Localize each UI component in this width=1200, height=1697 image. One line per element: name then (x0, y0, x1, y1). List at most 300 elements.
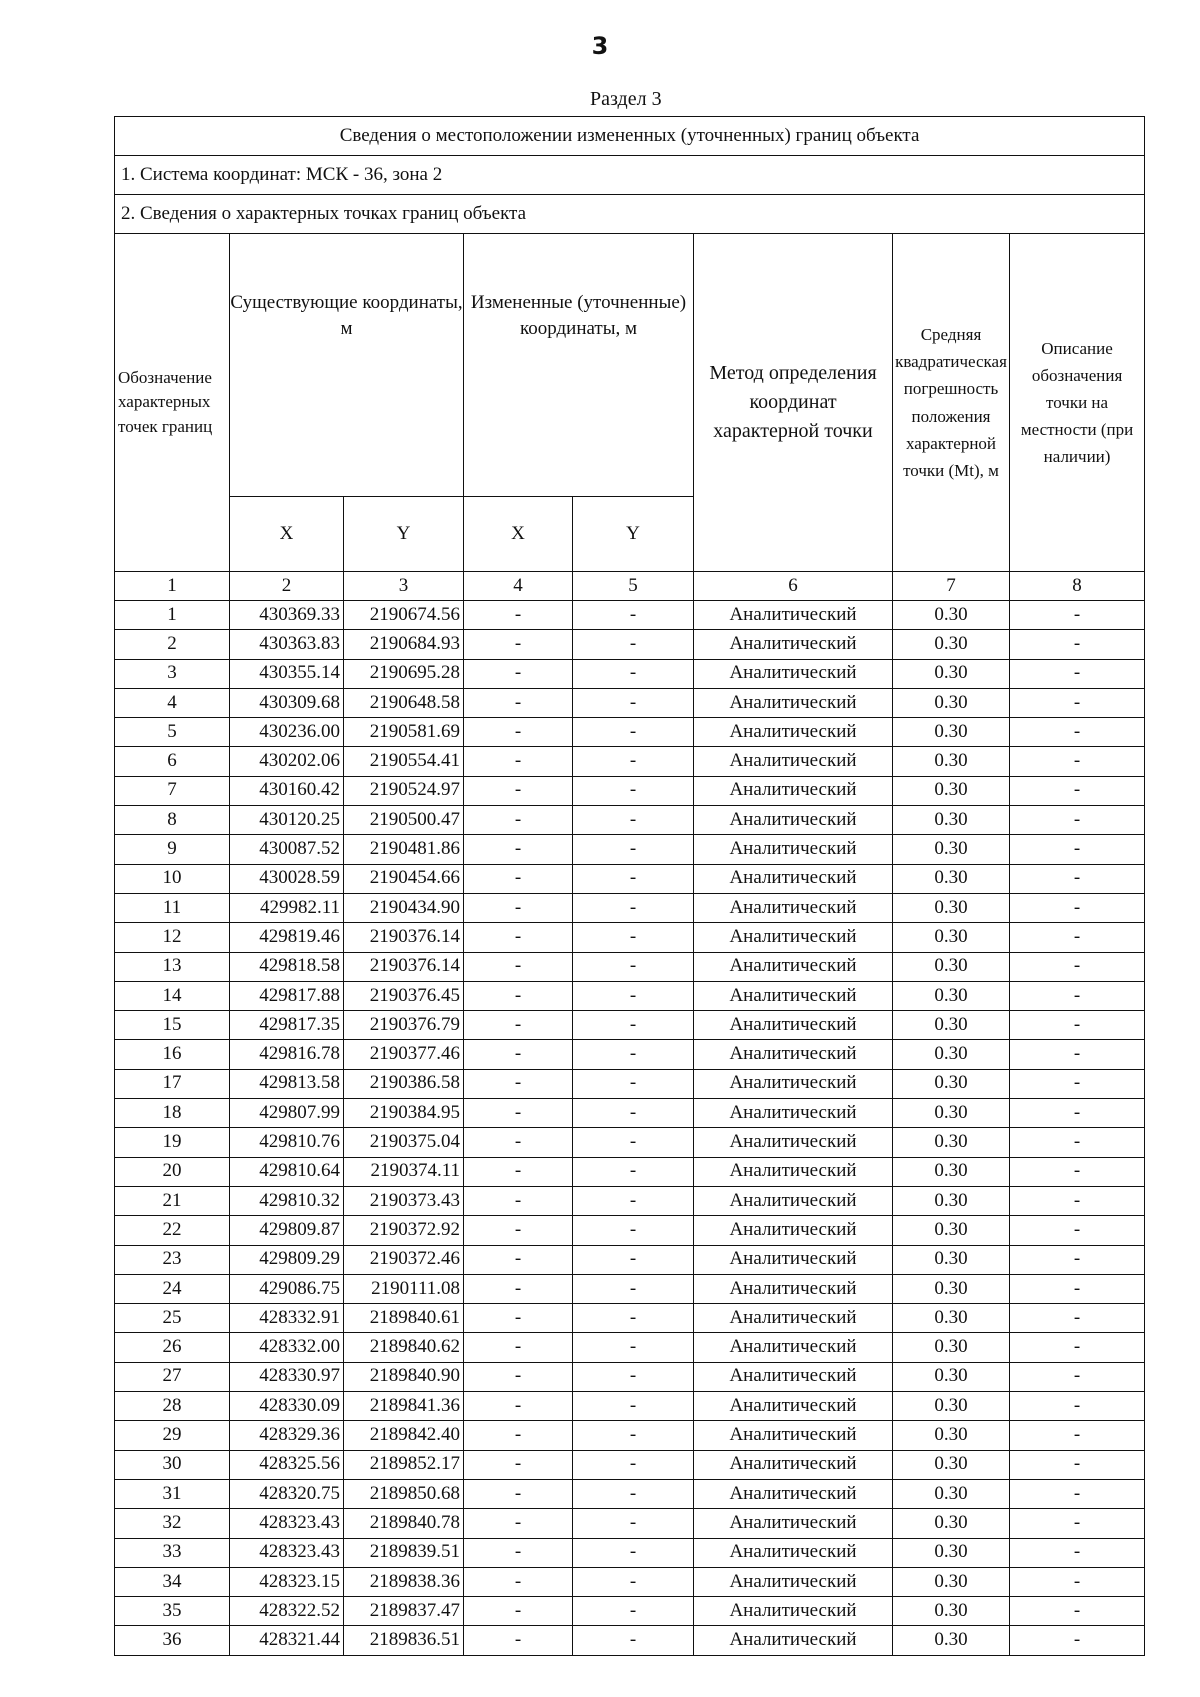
cell-description: - (1010, 1479, 1145, 1508)
coord-system: 1. Система координат: МСК - 36, зона 2 (115, 156, 1145, 195)
cell-changed-y: - (573, 1040, 694, 1069)
cell-changed-x: - (464, 1245, 573, 1274)
cell-mean-error: 0.30 (893, 923, 1010, 952)
cell-changed-y: - (573, 1421, 694, 1450)
cell-point-number: 16 (115, 1040, 230, 1069)
cell-method: Аналитический (694, 601, 893, 630)
table-row (115, 1099, 1145, 1128)
cell-description: - (1010, 864, 1145, 893)
cell-mean-error: 0.30 (893, 718, 1010, 747)
header-changed-y: Y (573, 497, 694, 572)
table-row (115, 1040, 1145, 1069)
cell-changed-x: - (464, 1538, 573, 1567)
cell-point-number: 4 (115, 688, 230, 717)
cell-existing-x: 429809.29 (230, 1245, 344, 1274)
cell-existing-y: 2190684.93 (344, 630, 464, 659)
cell-existing-x: 428332.91 (230, 1304, 344, 1333)
cell-point-number: 9 (115, 835, 230, 864)
cell-method: Аналитический (694, 1245, 893, 1274)
cell-changed-x: - (464, 630, 573, 659)
cell-method: Аналитический (694, 864, 893, 893)
cell-changed-x: - (464, 1362, 573, 1391)
cell-point-number: 30 (115, 1450, 230, 1479)
cell-existing-y: 2190554.41 (344, 747, 464, 776)
cell-existing-y: 2190375.04 (344, 1128, 464, 1157)
column-number: 3 (344, 572, 464, 601)
cell-point-number: 21 (115, 1186, 230, 1215)
cell-method: Аналитический (694, 718, 893, 747)
cell-changed-x: - (464, 1216, 573, 1245)
cell-existing-x: 428330.97 (230, 1362, 344, 1391)
header-changed-x: X (464, 497, 573, 572)
cell-changed-x: - (464, 1392, 573, 1421)
cell-existing-x: 430369.33 (230, 601, 344, 630)
cell-mean-error: 0.30 (893, 1245, 1010, 1274)
cell-mean-error: 0.30 (893, 1069, 1010, 1098)
cell-existing-y: 2190454.66 (344, 864, 464, 893)
cell-method: Аналитический (694, 1450, 893, 1479)
cell-point-number: 35 (115, 1597, 230, 1626)
cell-point-number: 15 (115, 1011, 230, 1040)
cell-point-number: 6 (115, 747, 230, 776)
cell-existing-x: 428325.56 (230, 1450, 344, 1479)
cell-point-number: 32 (115, 1509, 230, 1538)
cell-existing-x: 428321.44 (230, 1626, 344, 1655)
cell-point-number: 17 (115, 1069, 230, 1098)
cell-description: - (1010, 601, 1145, 630)
cell-existing-y: 2190384.95 (344, 1099, 464, 1128)
cell-point-number: 10 (115, 864, 230, 893)
table-row (115, 1509, 1145, 1538)
cell-mean-error: 0.30 (893, 1597, 1010, 1626)
cell-method: Аналитический (694, 1069, 893, 1098)
cell-method: Аналитический (694, 1186, 893, 1215)
column-numbers-row (115, 572, 1145, 601)
cell-point-number: 24 (115, 1274, 230, 1303)
cell-point-number: 36 (115, 1626, 230, 1655)
header-existing-x: X (230, 497, 344, 572)
cell-description: - (1010, 1157, 1145, 1186)
cell-changed-y: - (573, 1626, 694, 1655)
cell-existing-y: 2190376.45 (344, 981, 464, 1010)
header-changed-coords: Измененные (уточненные) координаты, м (464, 234, 694, 497)
cell-point-number: 33 (115, 1538, 230, 1567)
cell-changed-y: - (573, 893, 694, 922)
table-title: Сведения о местоположении измененных (уточненных) границ объекта (115, 117, 1145, 156)
cell-changed-x: - (464, 1274, 573, 1303)
cell-mean-error: 0.30 (893, 893, 1010, 922)
cell-method: Аналитический (694, 1011, 893, 1040)
table-row (115, 718, 1145, 747)
table-row (115, 747, 1145, 776)
cell-description: - (1010, 1128, 1145, 1157)
cell-changed-y: - (573, 952, 694, 981)
cell-changed-x: - (464, 893, 573, 922)
cell-changed-y: - (573, 1392, 694, 1421)
cell-existing-y: 2190674.56 (344, 601, 464, 630)
cell-point-number: 31 (115, 1479, 230, 1508)
cell-description: - (1010, 1099, 1145, 1128)
cell-existing-y: 2190376.14 (344, 952, 464, 981)
cell-existing-x: 429817.35 (230, 1011, 344, 1040)
cell-changed-x: - (464, 923, 573, 952)
cell-mean-error: 0.30 (893, 1216, 1010, 1245)
cell-changed-x: - (464, 1040, 573, 1069)
cell-existing-x: 430236.00 (230, 718, 344, 747)
cell-existing-x: 429810.32 (230, 1186, 344, 1215)
column-number: 8 (1010, 572, 1145, 601)
cell-point-number: 19 (115, 1128, 230, 1157)
cell-method: Аналитический (694, 1597, 893, 1626)
cell-changed-y: - (573, 1509, 694, 1538)
table-row (115, 1421, 1145, 1450)
section-label: Раздел 3 (590, 88, 662, 110)
cell-point-number: 26 (115, 1333, 230, 1362)
cell-description: - (1010, 1069, 1145, 1098)
cell-existing-y: 2190695.28 (344, 659, 464, 688)
cell-existing-x: 429819.46 (230, 923, 344, 952)
cell-description: - (1010, 893, 1145, 922)
cell-mean-error: 0.30 (893, 1011, 1010, 1040)
table-row (115, 776, 1145, 805)
cell-changed-y: - (573, 601, 694, 630)
cell-point-number: 14 (115, 981, 230, 1010)
cell-method: Аналитический (694, 981, 893, 1010)
cell-existing-x: 429809.87 (230, 1216, 344, 1245)
cell-changed-x: - (464, 1157, 573, 1186)
cell-changed-y: - (573, 864, 694, 893)
cell-changed-x: - (464, 1509, 573, 1538)
cell-existing-y: 2190581.69 (344, 718, 464, 747)
cell-method: Аналитический (694, 1216, 893, 1245)
cell-existing-y: 2189842.40 (344, 1421, 464, 1450)
cell-point-number: 11 (115, 893, 230, 922)
cell-changed-x: - (464, 747, 573, 776)
cell-description: - (1010, 1245, 1145, 1274)
table-row (115, 952, 1145, 981)
cell-existing-x: 428323.43 (230, 1509, 344, 1538)
cell-point-number: 8 (115, 806, 230, 835)
cell-existing-x: 429813.58 (230, 1069, 344, 1098)
cell-point-number: 28 (115, 1392, 230, 1421)
cell-changed-y: - (573, 718, 694, 747)
cell-existing-y: 2189840.78 (344, 1509, 464, 1538)
cell-existing-y: 2189837.47 (344, 1597, 464, 1626)
cell-description: - (1010, 806, 1145, 835)
cell-point-number: 13 (115, 952, 230, 981)
column-number: 6 (694, 572, 893, 601)
cell-method: Аналитический (694, 1626, 893, 1655)
cell-mean-error: 0.30 (893, 1099, 1010, 1128)
cell-changed-y: - (573, 1099, 694, 1128)
cell-changed-y: - (573, 1333, 694, 1362)
cell-existing-x: 430355.14 (230, 659, 344, 688)
cell-description: - (1010, 923, 1145, 952)
column-number: 5 (573, 572, 694, 601)
cell-changed-x: - (464, 718, 573, 747)
cell-changed-y: - (573, 1479, 694, 1508)
cell-point-number: 2 (115, 630, 230, 659)
header-existing-coords: Существующие координаты, м (230, 234, 464, 497)
cell-changed-y: - (573, 688, 694, 717)
points-heading: 2. Сведения о характерных точках границ объекта (115, 195, 1145, 234)
table-row (115, 601, 1145, 630)
boundary-points-table (114, 116, 1145, 1656)
cell-changed-y: - (573, 1304, 694, 1333)
table-row (115, 864, 1145, 893)
cell-existing-x: 430363.83 (230, 630, 344, 659)
cell-existing-y: 2190524.97 (344, 776, 464, 805)
cell-point-number: 27 (115, 1362, 230, 1391)
cell-changed-y: - (573, 747, 694, 776)
cell-description: - (1010, 1392, 1145, 1421)
cell-mean-error: 0.30 (893, 1509, 1010, 1538)
cell-mean-error: 0.30 (893, 659, 1010, 688)
cell-method: Аналитический (694, 923, 893, 952)
cell-description: - (1010, 981, 1145, 1010)
column-number: 7 (893, 572, 1010, 601)
cell-changed-y: - (573, 923, 694, 952)
cell-description: - (1010, 747, 1145, 776)
cell-changed-x: - (464, 1128, 573, 1157)
cell-existing-x: 428332.00 (230, 1333, 344, 1362)
cell-description: - (1010, 1186, 1145, 1215)
cell-mean-error: 0.30 (893, 1626, 1010, 1655)
cell-method: Аналитический (694, 1274, 893, 1303)
cell-method: Аналитический (694, 747, 893, 776)
cell-changed-x: - (464, 1567, 573, 1596)
cell-description: - (1010, 1567, 1145, 1596)
cell-point-number: 18 (115, 1099, 230, 1128)
cell-method: Аналитический (694, 1157, 893, 1186)
cell-mean-error: 0.30 (893, 1128, 1010, 1157)
cell-mean-error: 0.30 (893, 1304, 1010, 1333)
cell-changed-y: - (573, 1186, 694, 1215)
table-row (115, 981, 1145, 1010)
cell-existing-y: 2190434.90 (344, 893, 464, 922)
table-row (115, 1597, 1145, 1626)
cell-description: - (1010, 630, 1145, 659)
cell-mean-error: 0.30 (893, 1567, 1010, 1596)
cell-existing-x: 428323.15 (230, 1567, 344, 1596)
cell-description: - (1010, 1011, 1145, 1040)
cell-point-number: 29 (115, 1421, 230, 1450)
cell-method: Аналитический (694, 952, 893, 981)
cell-changed-y: - (573, 1538, 694, 1567)
cell-mean-error: 0.30 (893, 601, 1010, 630)
table-row (115, 1128, 1145, 1157)
table-row (115, 1333, 1145, 1362)
cell-existing-y: 2190500.47 (344, 806, 464, 835)
cell-mean-error: 0.30 (893, 1479, 1010, 1508)
cell-description: - (1010, 1450, 1145, 1479)
table-row (115, 1274, 1145, 1303)
cell-changed-x: - (464, 1011, 573, 1040)
cell-changed-x: - (464, 864, 573, 893)
cell-method: Аналитический (694, 1421, 893, 1450)
cell-changed-x: - (464, 776, 573, 805)
cell-changed-y: - (573, 835, 694, 864)
cell-changed-y: - (573, 1245, 694, 1274)
cell-existing-y: 2189840.62 (344, 1333, 464, 1362)
cell-existing-y: 2189839.51 (344, 1538, 464, 1567)
cell-existing-x: 429816.78 (230, 1040, 344, 1069)
column-number: 4 (464, 572, 573, 601)
cell-existing-x: 429086.75 (230, 1274, 344, 1303)
cell-changed-y: - (573, 1069, 694, 1098)
table-row (115, 1479, 1145, 1508)
cell-description: - (1010, 1216, 1145, 1245)
cell-changed-x: - (464, 688, 573, 717)
cell-existing-y: 2189841.36 (344, 1392, 464, 1421)
table-row (115, 806, 1145, 835)
cell-changed-y: - (573, 1128, 694, 1157)
table-row (115, 1567, 1145, 1596)
cell-mean-error: 0.30 (893, 1392, 1010, 1421)
cell-changed-x: - (464, 659, 573, 688)
page-number: 3 (591, 32, 609, 60)
cell-mean-error: 0.30 (893, 1274, 1010, 1303)
cell-existing-y: 2190111.08 (344, 1274, 464, 1303)
cell-changed-y: - (573, 981, 694, 1010)
cell-existing-x: 430028.59 (230, 864, 344, 893)
cell-existing-y: 2190376.14 (344, 923, 464, 952)
cell-existing-y: 2190374.11 (344, 1157, 464, 1186)
cell-changed-x: - (464, 1450, 573, 1479)
cell-changed-x: - (464, 1421, 573, 1450)
cell-mean-error: 0.30 (893, 1333, 1010, 1362)
cell-changed-y: - (573, 806, 694, 835)
table-row (115, 835, 1145, 864)
cell-mean-error: 0.30 (893, 1450, 1010, 1479)
cell-existing-x: 429807.99 (230, 1099, 344, 1128)
cell-method: Аналитический (694, 1099, 893, 1128)
cell-point-number: 7 (115, 776, 230, 805)
cell-changed-y: - (573, 1274, 694, 1303)
cell-method: Аналитический (694, 630, 893, 659)
cell-changed-x: - (464, 1626, 573, 1655)
cell-existing-x: 429818.58 (230, 952, 344, 981)
cell-changed-y: - (573, 1011, 694, 1040)
cell-point-number: 23 (115, 1245, 230, 1274)
cell-description: - (1010, 718, 1145, 747)
cell-description: - (1010, 1509, 1145, 1538)
cell-existing-x: 428320.75 (230, 1479, 344, 1508)
column-number: 2 (230, 572, 344, 601)
cell-method: Аналитический (694, 688, 893, 717)
cell-existing-y: 2190372.92 (344, 1216, 464, 1245)
cell-point-number: 5 (115, 718, 230, 747)
table-row (115, 1186, 1145, 1215)
cell-description: - (1010, 1304, 1145, 1333)
cell-mean-error: 0.30 (893, 1040, 1010, 1069)
cell-method: Аналитический (694, 1040, 893, 1069)
cell-description: - (1010, 1626, 1145, 1655)
cell-existing-x: 429817.88 (230, 981, 344, 1010)
cell-mean-error: 0.30 (893, 864, 1010, 893)
table-row (115, 893, 1145, 922)
cell-method: Аналитический (694, 893, 893, 922)
cell-existing-x: 430120.25 (230, 806, 344, 835)
table-row (115, 1011, 1145, 1040)
cell-changed-y: - (573, 630, 694, 659)
cell-changed-x: - (464, 1186, 573, 1215)
header-existing-y: Y (344, 497, 464, 572)
table-row (115, 659, 1145, 688)
cell-method: Аналитический (694, 1392, 893, 1421)
cell-existing-x: 429982.11 (230, 893, 344, 922)
table-row (115, 1392, 1145, 1421)
cell-changed-x: - (464, 1479, 573, 1508)
header-description: Описание обозначения точки на местности (при наличии) (1010, 234, 1145, 572)
cell-changed-y: - (573, 659, 694, 688)
cell-changed-y: - (573, 1567, 694, 1596)
cell-existing-y: 2190377.46 (344, 1040, 464, 1069)
cell-description: - (1010, 835, 1145, 864)
cell-existing-y: 2190376.79 (344, 1011, 464, 1040)
table-row (115, 1245, 1145, 1274)
cell-changed-y: - (573, 1157, 694, 1186)
cell-existing-y: 2189850.68 (344, 1479, 464, 1508)
cell-description: - (1010, 1421, 1145, 1450)
cell-mean-error: 0.30 (893, 981, 1010, 1010)
table-row (115, 1538, 1145, 1567)
cell-point-number: 22 (115, 1216, 230, 1245)
cell-mean-error: 0.30 (893, 1538, 1010, 1567)
cell-changed-y: - (573, 776, 694, 805)
cell-existing-y: 2189836.51 (344, 1626, 464, 1655)
column-number: 1 (115, 572, 230, 601)
cell-existing-y: 2189852.17 (344, 1450, 464, 1479)
cell-existing-x: 429810.76 (230, 1128, 344, 1157)
cell-description: - (1010, 688, 1145, 717)
table-row (115, 1216, 1145, 1245)
cell-existing-x: 428330.09 (230, 1392, 344, 1421)
table-row (115, 1304, 1145, 1333)
cell-mean-error: 0.30 (893, 776, 1010, 805)
table-row (115, 1450, 1145, 1479)
cell-description: - (1010, 1362, 1145, 1391)
cell-changed-x: - (464, 601, 573, 630)
cell-mean-error: 0.30 (893, 1362, 1010, 1391)
cell-point-number: 12 (115, 923, 230, 952)
cell-changed-x: - (464, 1597, 573, 1626)
header-mean-error: Средняя квадратическая погрешность положения характерной точки (Mt), м (893, 234, 1010, 572)
cell-changed-x: - (464, 981, 573, 1010)
cell-existing-x: 428329.36 (230, 1421, 344, 1450)
cell-description: - (1010, 1538, 1145, 1567)
cell-description: - (1010, 1274, 1145, 1303)
cell-mean-error: 0.30 (893, 1186, 1010, 1215)
header-method: Метод определения координат характерной точки (694, 234, 893, 572)
cell-changed-x: - (464, 952, 573, 981)
cell-existing-y: 2190386.58 (344, 1069, 464, 1098)
cell-point-number: 20 (115, 1157, 230, 1186)
cell-existing-y: 2189840.90 (344, 1362, 464, 1391)
table-row (115, 1626, 1145, 1655)
table-row (115, 1362, 1145, 1391)
table-row (115, 923, 1145, 952)
cell-mean-error: 0.30 (893, 1421, 1010, 1450)
cell-changed-y: - (573, 1450, 694, 1479)
cell-existing-x: 428323.43 (230, 1538, 344, 1567)
cell-description: - (1010, 1333, 1145, 1362)
table-row (115, 1157, 1145, 1186)
header-point-designation: Обозначение характерных точек границ (115, 234, 230, 572)
cell-existing-x: 428322.52 (230, 1597, 344, 1626)
cell-description: - (1010, 776, 1145, 805)
cell-changed-x: - (464, 1333, 573, 1362)
